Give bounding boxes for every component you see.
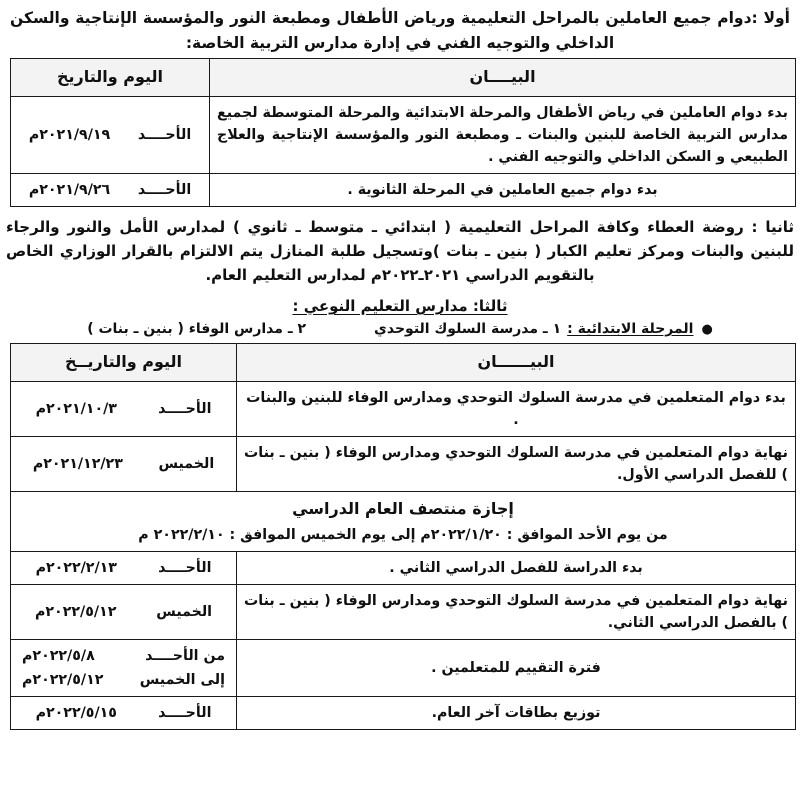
table-row [11,696,796,729]
date-label: ٢٠٢١/٩/١٩م [28,127,111,144]
bullet-line [0,317,800,343]
table-first-header-row [11,59,796,97]
daydate-group [18,124,202,146]
date-label: ٢٠٢١/١٠/٣م [35,400,117,417]
daydate-group [18,398,229,420]
header-description-first: البيــــان [210,59,796,97]
date-label: ٢٠٢٢/٥/١٥م [35,704,117,721]
cell-daydate [11,97,210,174]
day-label: الخميس [156,603,213,620]
description-text: بدء الدراسة للفصل الدراسي الثاني . [389,559,643,576]
daydate-range-group [18,645,229,691]
calendar-table-second [10,343,796,730]
table-row [11,436,796,491]
daydate-group [18,702,229,724]
daydate-to [18,669,229,691]
cell-daydate [11,551,237,584]
table-second-head [11,344,796,382]
cell-daydate [11,584,237,639]
bullet-label: المرحلة الابتدائية : [567,321,694,338]
cell-description [237,436,796,491]
description-text: بدء دوام جميع العاملين في المرحلة الثانوية . [347,182,658,199]
heading-third: ثالثا: مدارس التعليم النوعي : [292,297,508,316]
date-label: ٢٠٢١/٩/٢٦م [28,182,111,199]
table-first-body [11,97,796,207]
day-label: الأحــــد [158,400,212,417]
cell-daydate [11,381,237,436]
description-text: بدء دوام المتعلمين في مدرسة السلوك التوحدي ومدارس الوفاء للبنين والبنات . [246,389,786,428]
calendar-table-first [10,58,796,207]
day-to-label: إلى الخميس [139,671,225,688]
cell-description [237,696,796,729]
day-label: الخميس [158,455,215,472]
paragraph-second: ثانيا : روضة العطاء وكافة المراحل التعليمية ( ابتدائي ـ متوسط ـ ثانوي ) لمدارس الأمل والنور والرجاء للبنين والبنات ومركز تعليم الكبار ( بنين ـ بنات )وتسجيل طلبة المنازل يتم الالتزام بالقرار الوزاري الخاص بالتقويم الدراسي ٢٠٢١ـ٢٠٢٢م لمدارس التعليم العام. [6,218,794,285]
table-row [11,639,796,696]
date-from-label: ٢٠٢٢/٥/٨م [22,647,95,664]
cell-description [237,639,796,696]
description-text: بدء دوام العاملين في رياض الأطفال والمرحلة الابتدائية والمرحلة المتوسطة لجميع مدارس التربية الخاصة للبنين والبنات ـ ومطبعة النور والمؤسسة الإنتاجية والعلاج الطبيعي و السكن الداخلي والتوجيه الفني . [217,105,788,166]
daydate-group [18,453,229,475]
day-from-label: من الأحــــد [145,647,225,664]
date-label: ٢٠٢١/١٢/٢٣م [32,455,123,472]
cell-description [210,174,796,207]
daydate-group [18,601,229,623]
table-row [11,551,796,584]
daydate-group [18,557,229,579]
bullet-item-2: ٢ ـ مدارس الوفاء ( بنين ـ بنات ) [87,321,307,338]
cell-description [237,584,796,639]
description-text: توزيع بطاقات آخر العام. [431,704,601,721]
table-second-header-row [11,344,796,382]
header-daydate-second: اليوم والتاريــخ [11,344,237,382]
description-text: نهاية دوام المتعلمين في مدرسة السلوك التوحدي ومدارس الوفاء ( بنين ـ بنات ) بالفصل الدراسي الثاني. [244,592,788,631]
table-row [11,174,796,207]
cell-daydate [11,696,237,729]
cell-daydate [11,174,210,207]
cell-daydate-range [11,639,237,696]
description-text: فترة التقييم للمتعلمين . [431,659,601,676]
day-label: الأحــــد [137,182,192,199]
header-daydate-first: اليوم والتاريخ [11,59,210,97]
date-label: ٢٠٢٢/٥/١٢م [34,603,117,620]
day-label: الأحــــد [137,127,192,144]
vacation-title: إجازة منتصف العام الدراسي [292,498,514,518]
day-label: الأحــــد [158,559,212,576]
daydate-from [18,645,229,667]
table-row-vacation [11,491,796,551]
table-row [11,97,796,174]
bullet-dot-icon: ● [701,322,713,338]
date-label: ٢٠٢٢/٢/١٣م [35,559,117,576]
date-to-label: ٢٠٢٢/٥/١٢م [22,671,104,688]
table-first-head [11,59,796,97]
table-row [11,584,796,639]
cell-description [210,97,796,174]
cell-daydate [11,436,237,491]
day-label: الأحــــد [158,704,212,721]
description-text: نهاية دوام المتعلمين في مدرسة السلوك التوحدي ومدارس الوفاء ( بنين ـ بنات ) للفصل الدراسي الأول. [244,444,788,483]
cell-description [237,381,796,436]
vacation-range: من يوم الأحد الموافق : ٢٠٢٢/١/٢٠م إلى يوم الخميس الموافق : ٢٠٢٢/٢/١٠ م [138,526,668,543]
cell-description [237,551,796,584]
cell-vacation [11,491,796,551]
intro-paragraph-first: أولا :دوام جميع العاملين بالمراحل التعليمية ورياض الأطفال ومطبعة النور والمؤسسة الإنتاجية والسكن الداخلي والتوجيه الفني في إدارة مدارس التربية الخاصة: [10,9,790,53]
table-row [11,381,796,436]
bullet-item-1: ١ ـ مدرسة السلوك التوحدي [374,321,562,338]
header-description-second: البيــــــان [237,344,796,382]
daydate-group [18,179,202,201]
table-second-body [11,381,796,729]
